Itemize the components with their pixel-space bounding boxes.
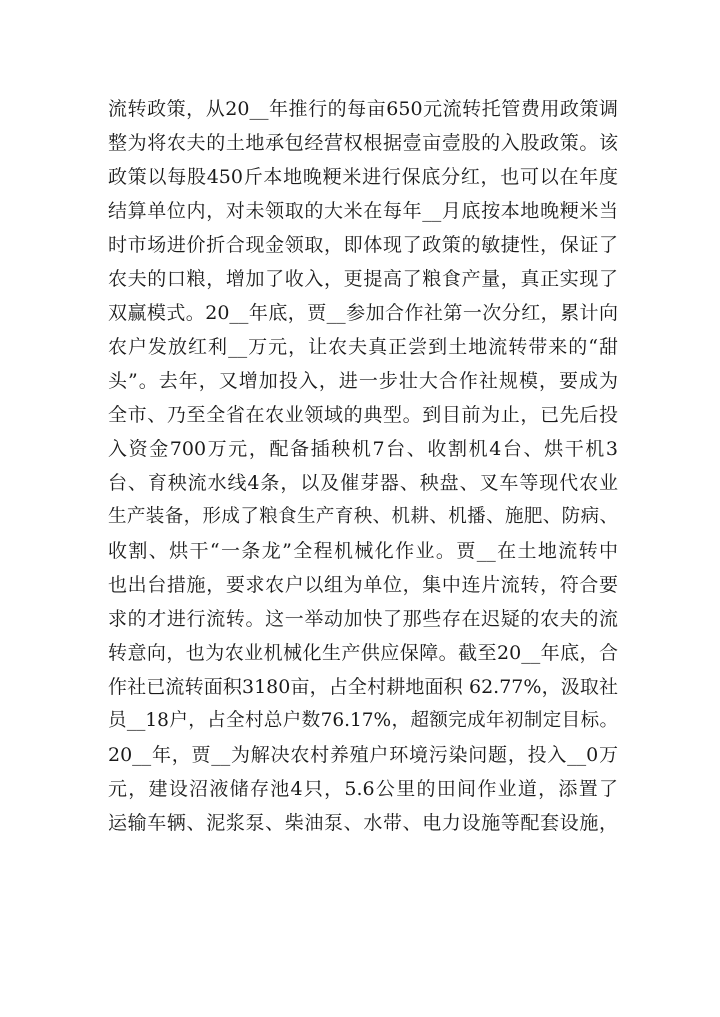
text-line: 头”。去年，又增加投入，进一步壮大合作社规模，要成为 <box>108 370 618 392</box>
text-line: 员__18户，占全村总户数76.17%，超额完成年初制定目标。 <box>108 710 618 731</box>
text-line: 农户发放红利__万元，让农夫真正尝到土地流转带来的“甜 <box>108 336 618 358</box>
text-line: 结算单位内，对未领取的大米在每年__月底按本地晚粳米当 <box>108 200 618 222</box>
text-line: 求的才进行流转。这一举动加快了那些存在迟疑的农夫的流 <box>108 608 618 630</box>
text-line: 20__年，贾__为解决农村养殖户环境污染问题，投入__0万 <box>108 744 618 766</box>
text-line: 转意向，也为农业机械化生产供应保障。截至20__年底，合 <box>108 642 618 664</box>
text-line: 双赢模式。20__年底，贾__参加合作社第一次分红，累计向 <box>108 302 618 324</box>
text-line: 运输车辆、泥浆泵、柴油泵、水带、电力设施等配套设施， <box>108 812 618 834</box>
text-line: 作社已流转面积3180亩，占全村耕地面积 62.77%，汲取社 <box>108 676 618 698</box>
text-line: 整为将农夫的土地承包经营权根据壹亩壹股的入股政策。该 <box>108 132 618 154</box>
text-line: 收割、烘干“一条龙”全程机械化作业。贾__在土地流转中 <box>108 540 618 562</box>
text-line: 生产装备，形成了粮食生产育秧、机耕、机播、施肥、防病、 <box>108 506 618 527</box>
text-line: 流转政策，从20__年推行的每亩650元流转托管费用政策调 <box>108 98 618 120</box>
text-line: 入资金700万元，配备插秧机7台、收割机4台、烘干机3 <box>108 438 618 460</box>
text-line: 元，建设沼液储存池4只，5.6公里的田间作业道，添置了 <box>108 778 618 800</box>
text-line: 也出台措施，要求农户以组为单位，集中连片流转，符合要 <box>108 574 618 596</box>
text-line: 时市场进价折合现金领取，即体现了政策的敏捷性，保证了 <box>108 234 618 256</box>
text-line: 政策以每股450斤本地晚粳米进行保底分红，也可以在年度 <box>108 166 618 188</box>
text-line: 全市、乃至全省在农业领域的典型。到目前为止，已先后投 <box>108 404 618 426</box>
text-line: 农夫的口粮，增加了收入，更提高了粮食产量，真正实现了 <box>108 268 618 290</box>
text-line: 台、育秧流水线4条，以及催芽器、秧盘、叉车等现代农业 <box>108 472 618 494</box>
